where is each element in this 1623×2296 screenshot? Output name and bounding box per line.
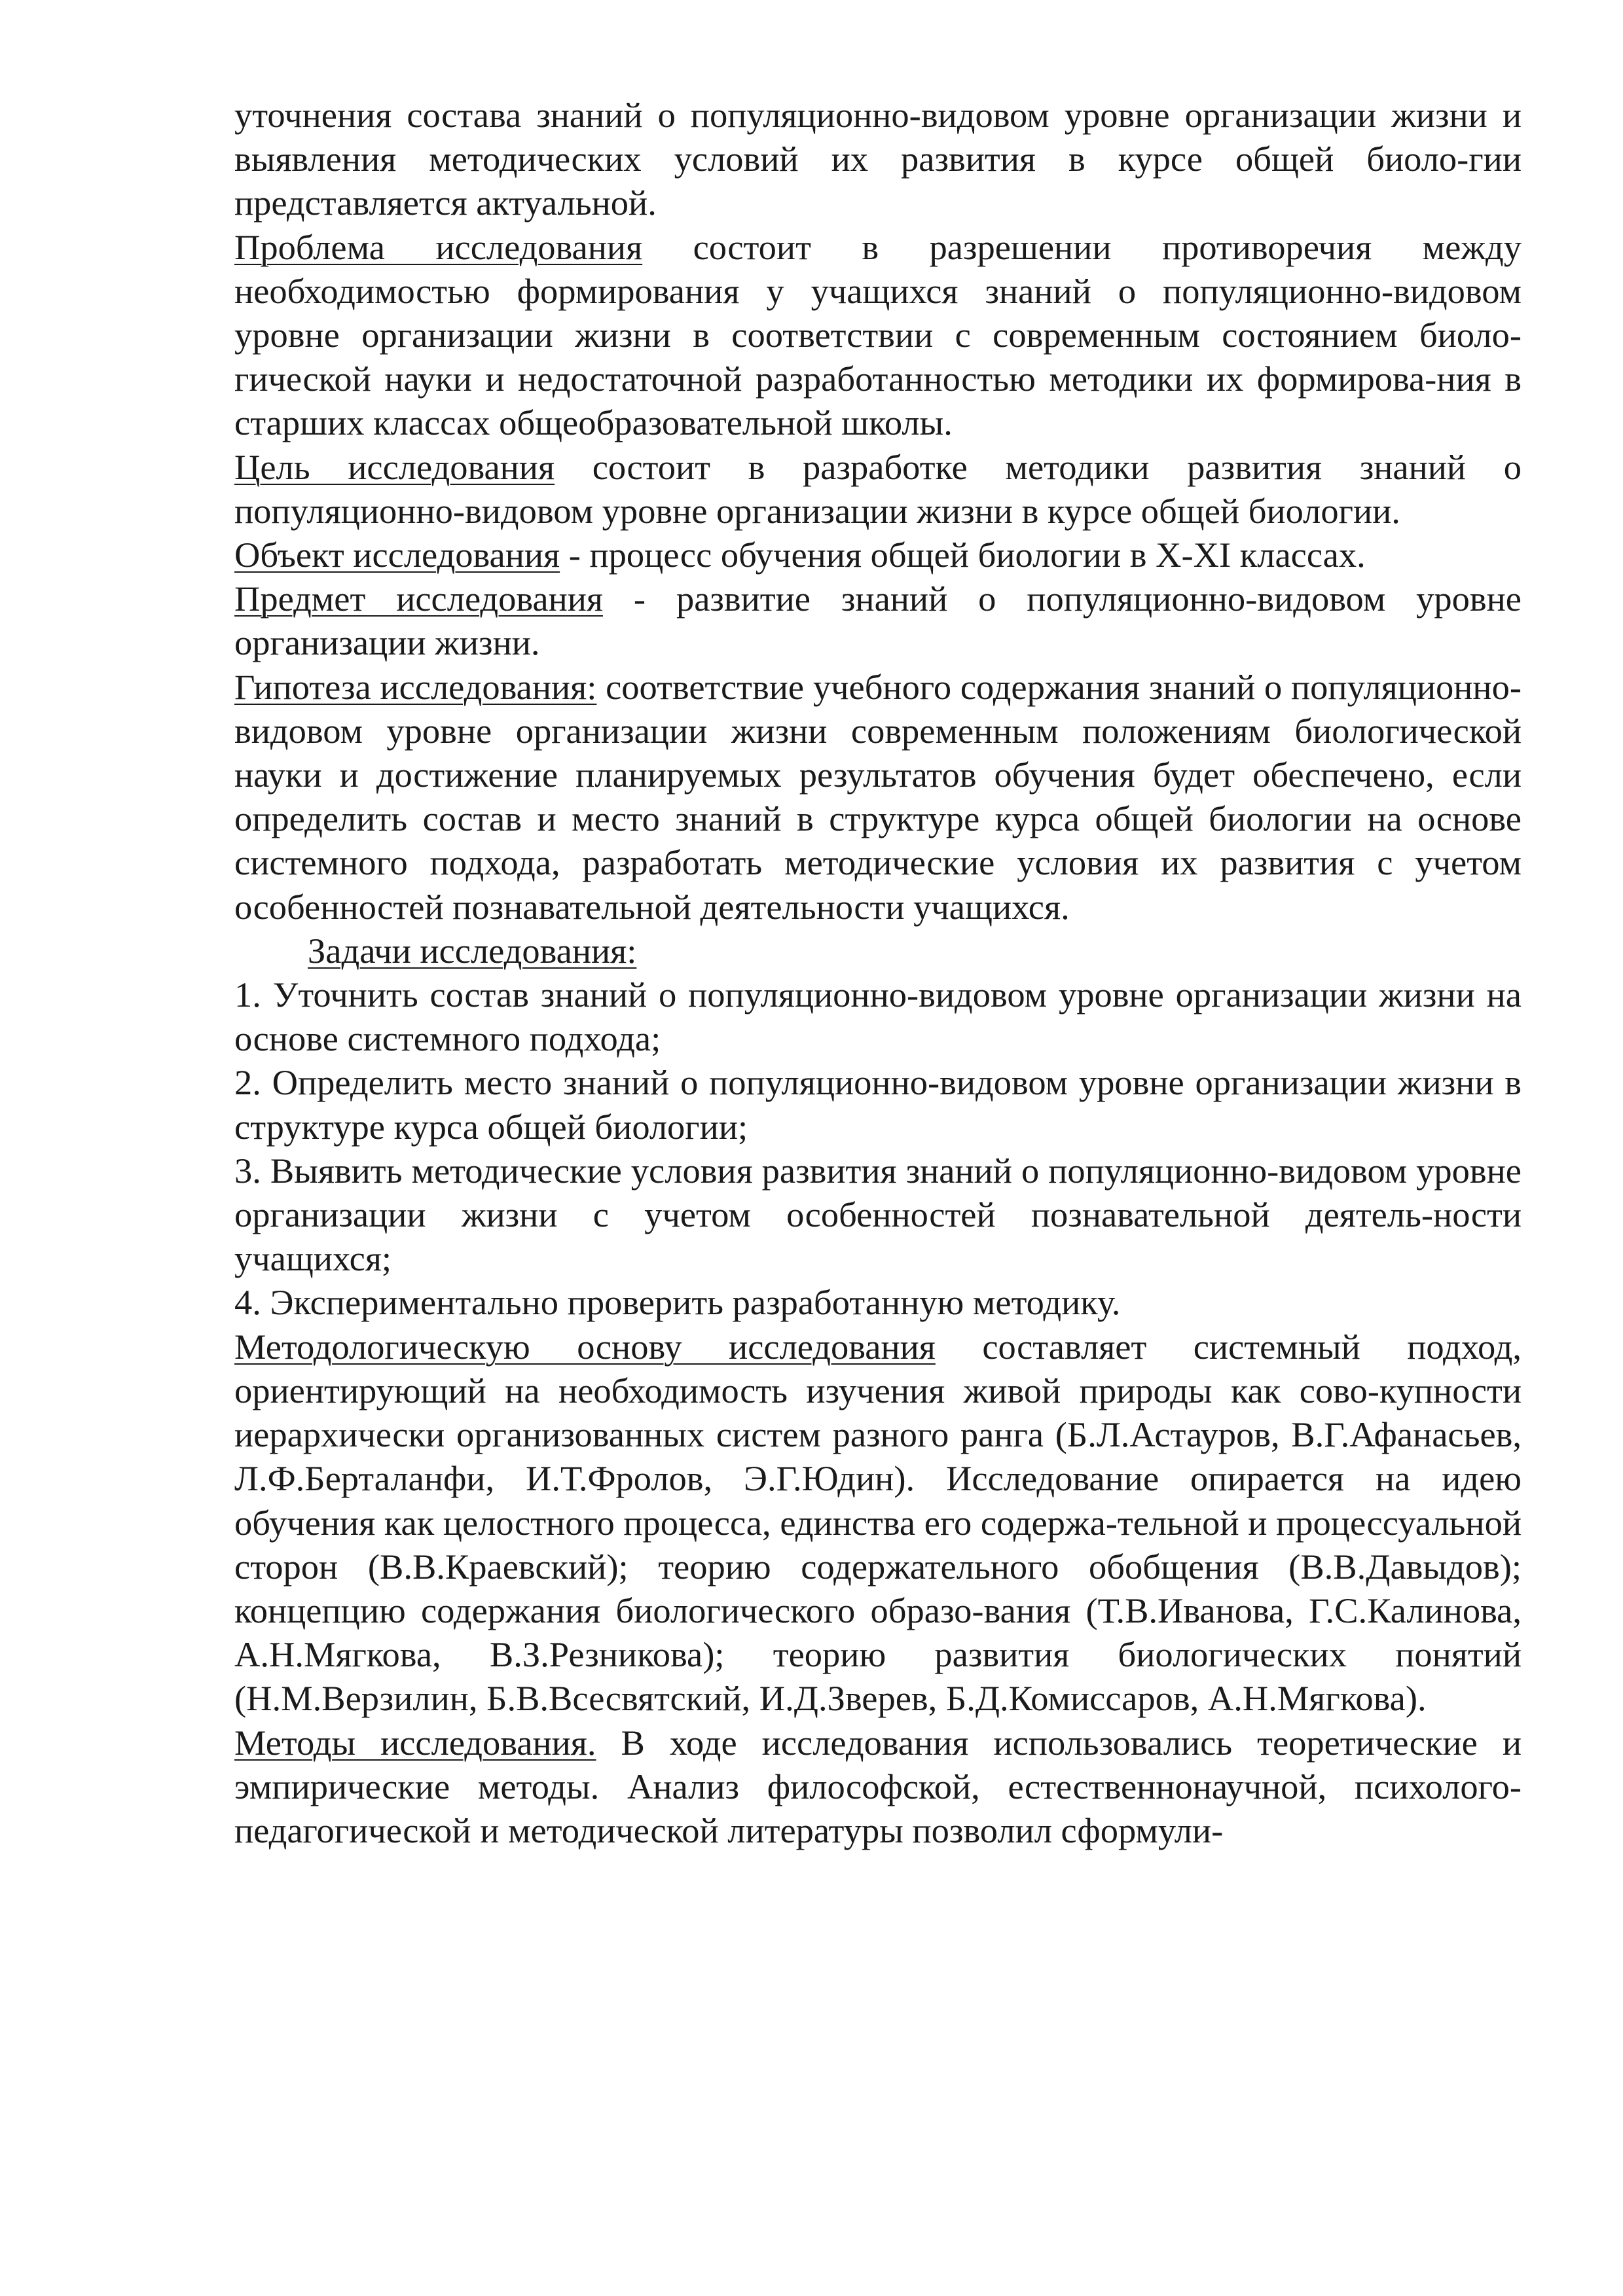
task-item-4-text: 4. Экспериментально проверить разработанную методику. bbox=[234, 1282, 1121, 1323]
subject-text: - развитие знаний о популяционно-видовом уровне организации жизни. bbox=[234, 579, 1522, 663]
hypothesis-paragraph bbox=[234, 665, 1522, 929]
goal-text: состоит в разработке методики развития знаний о популяционно-видовом уровне организации жизни в курсе общей биологии. bbox=[234, 446, 1522, 531]
problem-label: Проблема исследования bbox=[234, 226, 643, 267]
task-item bbox=[234, 973, 1522, 1060]
problem-paragraph bbox=[234, 225, 1522, 445]
task-item bbox=[234, 1060, 1522, 1148]
methodology-paragraph bbox=[234, 1325, 1522, 1721]
subject-label: Предмет исследования bbox=[234, 579, 603, 619]
intro-text: уточнения состава знаний о популяционно-видовом уровне организации жизни и выявления методических условий их развития в курсе общей биоло-гии представляется актуальной. bbox=[234, 95, 1522, 223]
task-item bbox=[234, 1149, 1522, 1281]
subject-paragraph bbox=[234, 577, 1522, 664]
task-item-1-text: 1. Уточнить состав знаний о популяционно-видовом уровне организации жизни на основе системного подхода; bbox=[234, 975, 1522, 1059]
methods-text: В ходе исследования использовались теоретические и эмпирические методы. Анализ философской, естественнонаучной, психолого-педагогической и методической литературы позволил сформули- bbox=[234, 1722, 1522, 1850]
intro-paragraph bbox=[234, 93, 1522, 225]
methods-paragraph bbox=[234, 1721, 1522, 1853]
tasks-label: Задачи исследования: bbox=[308, 930, 637, 971]
hypothesis-text: соответствие учебного содержания знаний о популяционно-видовом уровне организации жизни современным положениям биологической науки и достижение планируемых результатов обучения будет обеспечено, если определить состав и место знаний в структуре курса общей биологии на основе системного подхода, разработать методические условия их развития с учетом особенностей познавательной деятельности учащихся. bbox=[234, 666, 1522, 927]
methodology-label: Методологическую основу исследования bbox=[234, 1326, 936, 1367]
document-page bbox=[234, 93, 1522, 1852]
goal-paragraph bbox=[234, 445, 1522, 533]
methods-label: Методы исследования. bbox=[234, 1722, 596, 1763]
object-paragraph bbox=[234, 533, 1522, 577]
hypothesis-label: Гипотеза исследования: bbox=[234, 666, 597, 707]
problem-text: состоит в разрешении противоречия между необходимостью формирования у учащихся знаний о популяционно-видовом уровне организации жизни в соответствии с современным состоянием биоло-гической науки и недостаточной разработанностью методики их формирова-ния в старших классах общеобразовательной школы. bbox=[234, 226, 1522, 443]
task-item-3-text: 3. Выявить методические условия развития знаний о популяционно-видовом уровне организации жизни с учетом особенностей познавательной деятель-ности учащихся; bbox=[234, 1150, 1522, 1279]
object-text: - процесс обучения общей биологии в X-XI классах. bbox=[560, 535, 1366, 575]
task-item-2-text: 2. Определить место знаний о популяционно-видовом уровне организации жизни в структуре курса общей биологии; bbox=[234, 1062, 1522, 1147]
tasks-heading bbox=[234, 929, 1522, 973]
methodology-text: составляет системный подход, ориентирующий на необходимость изучения живой природы как сово-купности иерархически организованных систем разного ранга (Б.Л.Астауров, В.Г.Афанасьев, Л.Ф.Берталанфи, И.Т.Фролов, Э.Г.Юдин). Исследование опирается на идею обучения как целостного процесса, единства его содержа-тельной и процессуальной сторон (В.В.Краевский); теорию содержательного обобщения (В.В.Давыдов); концепцию содержания биологического образо-вания (Т.В.Иванова, Г.С.Калинова, А.Н.Мягкова, В.З.Резникова); теорию развития биологических понятий (Н.М.Верзилин, Б.В.Всесвятский, И.Д.Зверев, Б.Д.Комиссаров, А.Н.Мягкова). bbox=[234, 1326, 1522, 1719]
object-label: Объект исследования bbox=[234, 535, 560, 575]
task-item bbox=[234, 1280, 1522, 1324]
goal-label: Цель исследования bbox=[234, 446, 555, 487]
